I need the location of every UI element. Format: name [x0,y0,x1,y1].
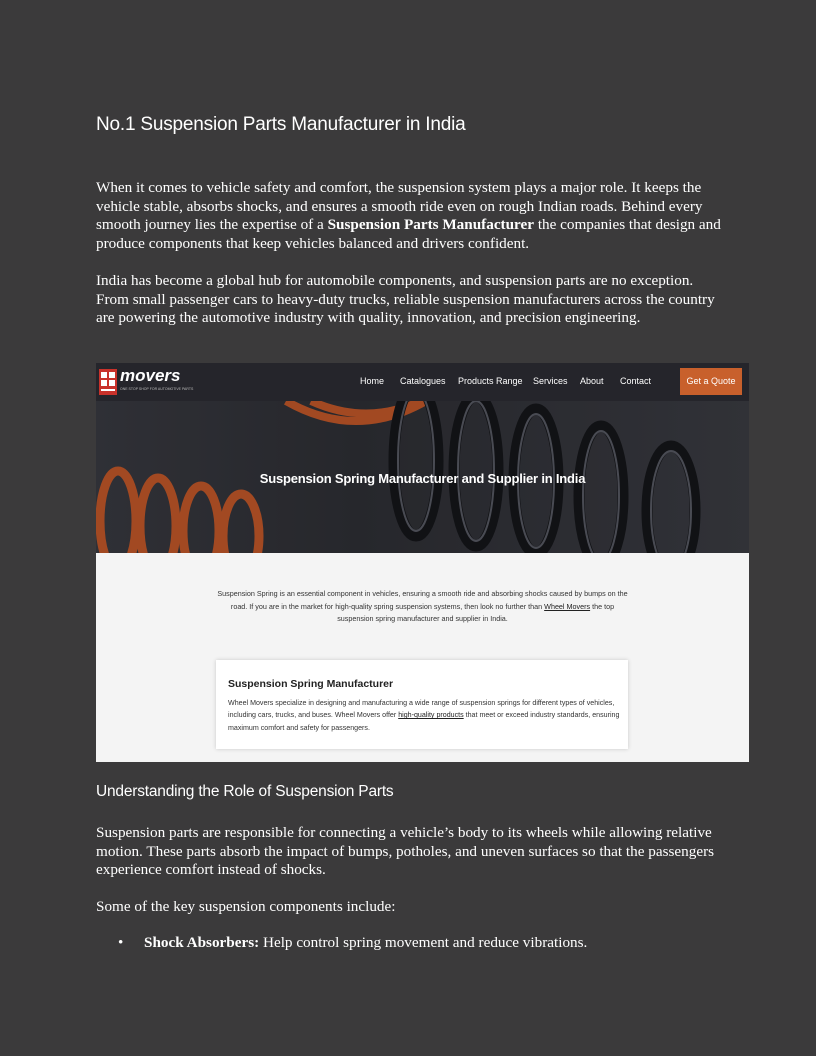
bullet-icon: • [118,934,124,951]
role-paragraph: Suspension parts are responsible for connecting a vehicle’s body to its wheels while allowing relative motion. These parts absorb the impact of bumps, potholes, and uneven surfaces so that the passengers experience comfort instead of shocks. [96,824,715,879]
spring-intro-text [216,588,629,626]
hero-banner [96,401,749,553]
list-item [96,934,726,953]
page-title: No.1 Suspension Parts Manufacturer in India [96,114,466,135]
card-title: Suspension Spring Manufacturer [228,678,394,690]
site-navbar [96,363,749,401]
spring-intro-start: Suspension Spring is an essential component in vehicles, ensuring a smooth ride and absorbing shocks caused by bumps on the road. If you are in the market for high-quality spring suspension systems, then look no further than [217,589,628,611]
spring-intro-end: the top suspension spring manufacturer and supplier in India. [337,601,615,623]
nav-contact[interactable]: Contact [620,376,652,386]
intro-paragraph-2: India has become a global hub for automobile components, and suspension parts are no exception. From small passenger cars to heavy-duty trucks, reliable suspension manufacturers across the country are powering the automotive industry with quality, innovation, and precision engineering. [96,272,715,327]
info-card [216,660,628,749]
nav-catalogues[interactable]: Catalogues [400,376,446,386]
intro-paragraph-1 [96,179,726,253]
hero-title: Suspension Spring Manufacturer and Supplier in India [259,471,586,486]
logo-tagline: ONE STOP SHOP FOR AUTOMOTIVE PARTS [120,387,194,391]
card-text-start: Wheel Movers specialize in designing and manufacturing a wide range of suspension springs for different types of vehicles, including cars, trucks, and buses. Wheel Movers offer [228,699,615,720]
nav-home[interactable]: Home [360,376,385,386]
card-text [228,697,620,734]
logo-wordmark: movers [120,366,181,385]
intro-text-start: When it comes to vehicle safety and comfort, the suspension system plays a major role. It keeps the vehicle stable, absorbs shocks, and ensures a smooth ride even on rough Indian roads. Behind every smooth journey lies the expertise of a [96,179,703,234]
card-text-end: that meet or exceed industry standards, ensuring maximum comfort and safety for passengers. [228,711,620,732]
nav-products-range[interactable]: Products Range [458,376,523,386]
intro-text-end: the companies that design and produce components that keep vehicles balanced and drivers confident. [96,216,721,252]
wheel-movers-link[interactable]: Wheel Movers [544,601,591,611]
website-screenshot [96,363,749,762]
nav-about[interactable]: About [580,376,604,386]
intro-bold-term: Suspension Parts Manufacturer [327,216,535,234]
nav-services[interactable]: Services [533,376,568,386]
list-item-term: Shock Absorbers: [144,934,260,951]
get-quote-button[interactable]: Get a Quote [680,368,742,395]
list-item-desc: Help control spring movement and reduce vibrations. [259,934,588,951]
section-heading: Understanding the Role of Suspension Parts [96,783,394,800]
high-quality-products-link[interactable]: high-quality products [398,711,464,720]
components-list [96,934,726,953]
logo-icon [99,369,117,395]
components-intro: Some of the key suspension components include: [96,898,396,915]
